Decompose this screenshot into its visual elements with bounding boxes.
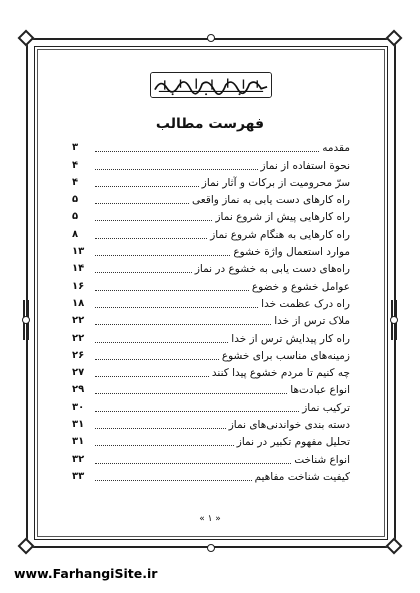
toc-row — [72, 242, 350, 259]
toc-row — [72, 138, 350, 155]
toc-entry-title: راه‌های دست یابی به خشوع در نماز — [194, 263, 350, 276]
toc-row — [72, 449, 350, 466]
toc-entry-title: انواع عبادت‌ها — [290, 384, 350, 397]
toc-leader-dots — [95, 219, 212, 221]
toc-row — [72, 328, 350, 345]
toc-leader-dots — [95, 254, 230, 256]
toc-entry-title: ملاک ترس از خدا — [274, 315, 350, 328]
toc-entry-title: موارد استعمال واژة خشوع — [233, 246, 350, 259]
toc-row — [72, 311, 350, 328]
toc-entry-title: چه کنیم تا مردم خشوع پیدا کنند — [211, 367, 350, 380]
toc-row — [72, 259, 350, 276]
top-ornament-dot — [207, 34, 215, 42]
toc-entry-page: ۴ — [72, 176, 79, 188]
toc-entry-title: راه کارهای دست یابی به نماز واقعی — [192, 194, 350, 207]
toc-entry-page: ۳۰ — [72, 401, 85, 413]
toc-entry-title: عوامل خشوع و خضوع — [251, 280, 350, 293]
toc-leader-dots — [95, 168, 258, 170]
toc-entry-page: ۳ — [72, 142, 79, 154]
toc-row — [72, 432, 350, 449]
toc-leader-dots — [95, 202, 189, 204]
toc-entry-page: ۱۶ — [72, 280, 85, 292]
toc-entry-title: راه درک عظمت خدا — [261, 297, 350, 310]
toc-leader-dots — [95, 237, 207, 239]
toc-row — [72, 397, 350, 414]
table-of-contents — [72, 138, 350, 484]
toc-entry-title: انواع شناخت — [294, 453, 350, 466]
toc-entry-title: سرّ محرومیت از برکات و آثار نماز — [201, 176, 350, 189]
toc-leader-dots — [95, 479, 252, 481]
toc-entry-title: کیفیت شناخت مفاهیم — [254, 470, 350, 483]
toc-leader-dots — [95, 341, 228, 343]
toc-leader-dots — [95, 410, 299, 412]
toc-leader-dots — [95, 306, 258, 308]
toc-row — [72, 190, 350, 207]
toc-row — [72, 155, 350, 172]
toc-leader-dots — [95, 358, 219, 360]
website-watermark: www.FarhangiSite.ir — [14, 566, 158, 581]
toc-leader-dots — [95, 392, 287, 394]
toc-entry-page: ۲۶ — [72, 349, 85, 361]
toc-row — [72, 294, 350, 311]
toc-entry-page: ۲۷ — [72, 367, 85, 379]
toc-entry-page: ۵ — [72, 194, 79, 206]
toc-entry-title: تحلیل مفهوم تکبیر در نماز — [236, 436, 350, 449]
left-ornament-dot — [22, 316, 30, 324]
toc-row — [72, 363, 350, 380]
toc-entry-page: ۲۲ — [72, 332, 85, 344]
toc-row — [72, 224, 350, 241]
toc-entry-title: دسته بندی خواندنی‌های نماز — [228, 419, 350, 432]
toc-entry-page: ۲۹ — [72, 384, 85, 396]
toc-entry-page: ۱۴ — [72, 263, 85, 275]
toc-entry-page: ۵ — [72, 211, 79, 223]
toc-entry-title: ترکیب نماز — [302, 401, 350, 414]
toc-entry-page: ۳۲ — [72, 453, 85, 465]
toc-leader-dots — [95, 444, 234, 446]
toc-entry-page: ۳۱ — [72, 436, 85, 448]
toc-row — [72, 276, 350, 293]
toc-entry-title: مقدمه — [322, 142, 350, 155]
toc-entry-title: راه کار پیدایش ترس از خدا — [231, 332, 350, 345]
toc-entry-title: نحوة استفاده از نماز — [260, 159, 350, 172]
toc-entry-page: ۴ — [72, 159, 79, 171]
toc-entry-page: ۳۳ — [72, 470, 85, 482]
toc-entry-page: ۲۲ — [72, 315, 85, 327]
toc-leader-dots — [95, 375, 209, 377]
toc-row — [72, 415, 350, 432]
page-number: « ۱ » — [199, 514, 221, 524]
toc-leader-dots — [95, 427, 226, 429]
toc-row — [72, 207, 350, 224]
toc-leader-dots — [95, 150, 319, 152]
page-title: فهرست مطالب — [155, 116, 265, 132]
toc-row — [72, 173, 350, 190]
toc-entry-page: ۱۸ — [72, 297, 85, 309]
toc-entry-page: ۳۱ — [72, 419, 85, 431]
toc-leader-dots — [95, 289, 249, 291]
toc-entry-page: ۱۳ — [72, 246, 85, 258]
bottom-ornament-dot — [207, 544, 215, 552]
toc-entry-page: ۸ — [72, 228, 79, 240]
toc-row — [72, 346, 350, 363]
right-ornament-dot — [390, 316, 398, 324]
toc-leader-dots — [95, 323, 271, 325]
toc-row — [72, 380, 350, 397]
toc-entry-title: راه کارهایی به هنگام شروع نماز — [210, 228, 350, 241]
toc-entry-title: زمینه‌های مناسب برای خشوع — [221, 349, 350, 362]
toc-row — [72, 467, 350, 484]
toc-leader-dots — [95, 462, 291, 464]
basmala-calligraphy-image — [150, 72, 272, 98]
toc-leader-dots — [95, 185, 199, 187]
toc-leader-dots — [95, 271, 192, 273]
toc-entry-title: راه کارهایی پیش از شروع نماز — [215, 211, 350, 224]
